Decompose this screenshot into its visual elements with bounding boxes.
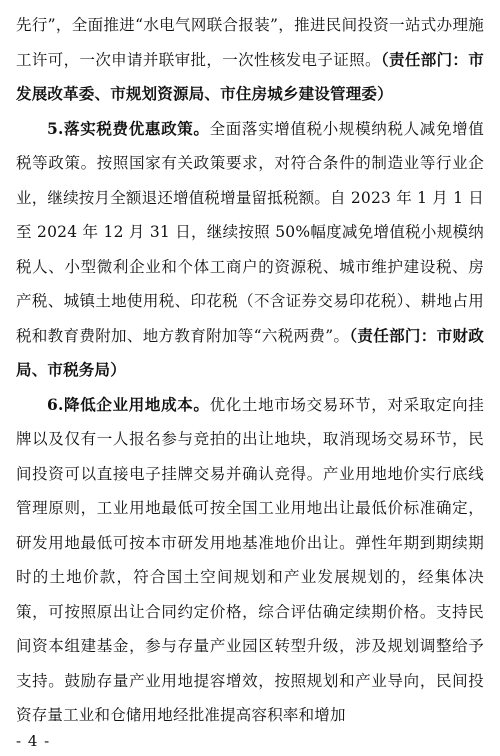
responsible-departments: （责任部门：市财政局、市税务局） (16, 325, 484, 379)
document-body (16, 8, 484, 733)
paragraph-tax-relief (16, 112, 484, 388)
paragraph-text: 先行”，全面推进“水电气网联合报装”，推进民间投资一站式办理施工许可，一次申请并联审批，一次性核发电子证照。 (16, 16, 484, 69)
section-heading: 5.落实税费优惠政策。 (47, 118, 210, 138)
responsible-departments: （责任部门：市发展改革委、市规划资源局、市住房城乡建设管理委） (16, 49, 484, 103)
paragraph-text: 全面落实增值税小规模纳税人减免增值税等政策。按照国家有关政策要求，对符合条件的制造业等行业企业，继续按月全额退还增值税增量留抵税额。自 2023 年 1 月 1 日至 2024 年 12 月 31 日，继续按照 50%幅度减免增值税小规模纳税人、小型微利企业和个体工商户的资源税、城市维护建设税、房产税、城镇土地使用税、印花税（不含证券交易印花税）、耕地占用税和教育费附加、地方教育附加等“六税两费”。 (16, 119, 484, 345)
paragraph-text: 优化土地市场交易环节，对采取定向挂牌以及仅有一人报名参与竞拍的出让地块，取消现场交易环节，民间投资可以直接电子挂牌交易并确认竞得。产业用地地价实行底线管理原则，工业用地最低可按全国工业用地出让最低价标准确定，研发用地最低可按本市研发用地基准地价出让。弹性年期到期续期时的土地价款，符合国土空间规划和产业发展规划的，经集体决策，可按照原出让合同约定价格，综合评估确定续期价格。支持民间资本组建基金，参与存量产业园区转型升级，涉及规划调整给予支持。鼓励存量产业用地提容增效，按照规划和产业导向，民间投资存量工业和仓储用地经批准提高容积率和增加 (16, 395, 484, 724)
paragraph-land-cost (16, 388, 484, 733)
page-number: - 4 - (16, 732, 51, 750)
paragraph-continued (16, 8, 484, 112)
section-heading: 6.降低企业用地成本。 (47, 394, 210, 414)
